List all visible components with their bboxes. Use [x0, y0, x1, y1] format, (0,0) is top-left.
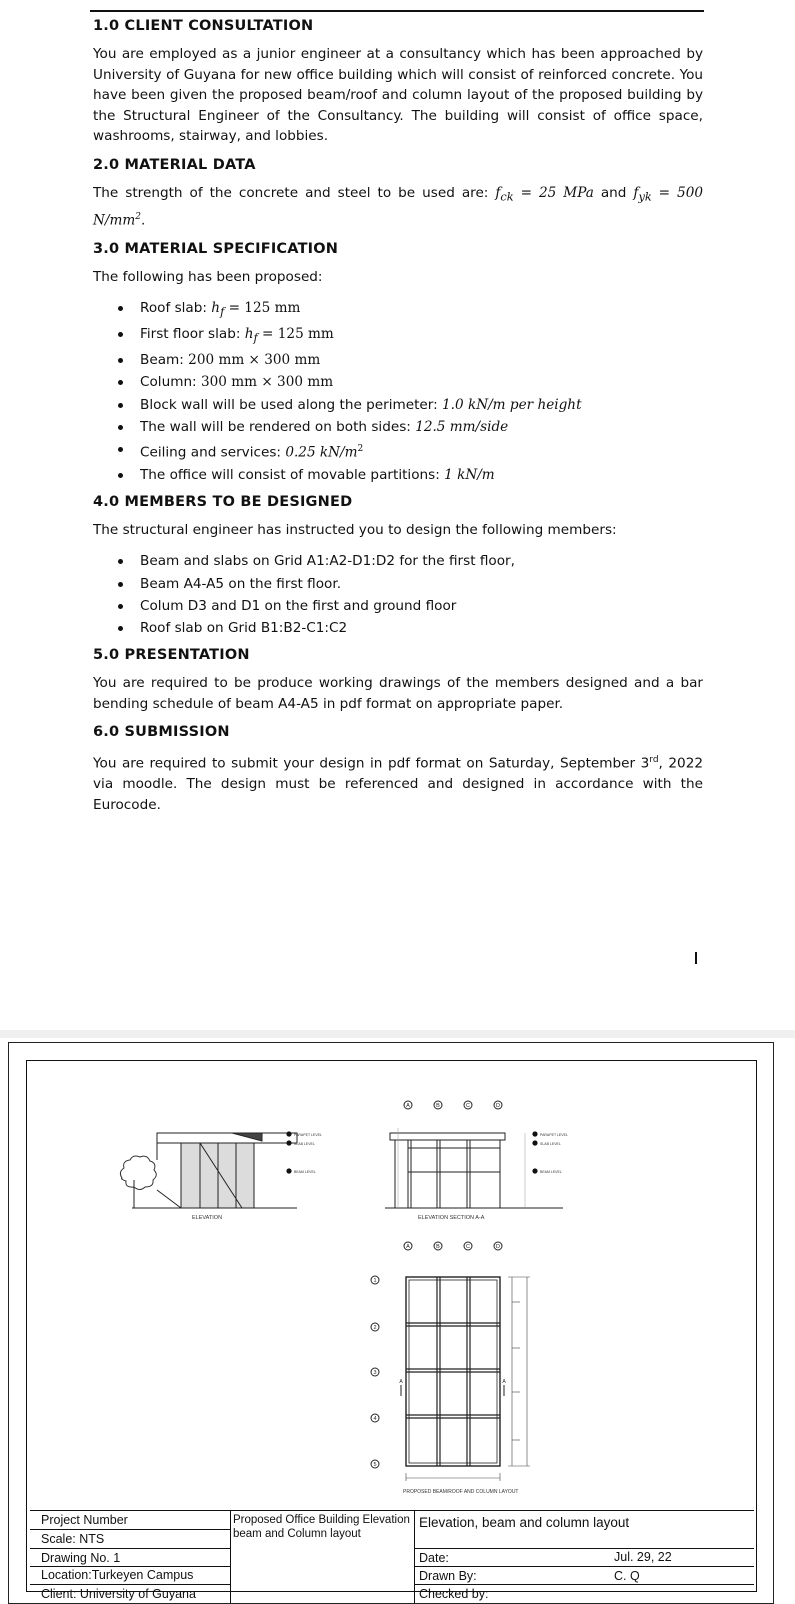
section-heading: 1.0 CLIENT CONSULTATION — [93, 18, 314, 34]
grid-letter: A — [406, 1244, 410, 1250]
section-paragraph: You are required to be produce working drawings of the members designed and a bar bending schedule of beam A4-A5 in pdf format on appropriate paper. — [93, 675, 703, 712]
level-marker-icon — [286, 1168, 291, 1173]
bracing-line — [157, 1190, 181, 1208]
date-value: Jul. 29, 22 — [614, 1550, 672, 1564]
parapet-level-label: PARAPET LEVEL — [540, 1133, 568, 1137]
item-label: Beam: — [140, 352, 189, 369]
grid-letter: B — [436, 1103, 440, 1109]
list-item: Beam A4-A5 on the first floor. — [140, 573, 703, 595]
submission-text: You are required to submit your design in pdf format on Saturday, September 3 — [93, 755, 650, 772]
dimension-lines — [406, 1277, 530, 1481]
section-paragraph: The following has been proposed: — [93, 268, 323, 285]
section-heading: 3.0 MATERIAL SPECIFICATION — [93, 240, 339, 257]
level-marker-icon — [532, 1168, 537, 1173]
item-value: h — [211, 300, 221, 317]
fyk-exponent: 2 — [135, 211, 141, 222]
item-value-rest: = 125 mm — [224, 300, 301, 317]
grid-letter: D — [496, 1103, 500, 1109]
section-heading: 5.0 PRESENTATION — [93, 647, 250, 664]
parapet — [157, 1133, 297, 1143]
item-value: 12.5 mm/side — [415, 418, 509, 435]
fyk-symbol: f — [633, 184, 639, 201]
drawn-by-label: Drawn By: — [419, 1569, 477, 1583]
item-subscript: f — [253, 330, 258, 345]
checked-by-label: Checked by: — [419, 1587, 489, 1601]
item-exponent: 2 — [357, 443, 364, 454]
item-value-rest: = 125 mm — [257, 326, 334, 343]
parapet-level-label: PARAPET LEVEL — [294, 1133, 322, 1137]
location: Location:Turkeyen Campus — [41, 1568, 194, 1582]
item-value: 300 mm × 300 mm — [200, 374, 334, 391]
list-item: Colum D3 and D1 on the first and ground floor — [140, 595, 703, 617]
item-value: 0.25 kN/m — [285, 444, 358, 461]
list-item: Beam and slabs on Grid A1:A2-D1:D2 for the first floor, — [140, 550, 703, 572]
drawn-by-value: C. Q — [614, 1569, 640, 1583]
title-block-row-line — [30, 1529, 230, 1530]
item-label: Roof slab: — [140, 300, 212, 317]
drawing-title: Elevation, beam and column layout — [419, 1515, 630, 1530]
drawing-number: Drawing No. 1 — [41, 1551, 121, 1565]
item-subscript: f — [220, 304, 225, 319]
and-word: and — [593, 184, 634, 201]
section-paragraph: You are employed as a junior engineer at a consultancy which has been approached by University of Guyana for new office building which will consist of reinforced concrete. You have been given the proposed beam/roof and column layout of the proposed building by the Structural Engineer of the Consultancy. The building will consist of office space, washrooms, stairway, and lobbies. — [93, 46, 703, 144]
grid-number: 1 — [373, 1278, 377, 1284]
item-label: First floor slab: — [140, 326, 245, 343]
grid-number: 5 — [373, 1462, 377, 1468]
item-label: The office will consist of movable partitions: — [140, 466, 445, 483]
tree-icon — [120, 1156, 156, 1208]
title-block — [30, 1510, 754, 1603]
title-block-row-line — [414, 1566, 754, 1567]
level-marker-icon — [532, 1140, 537, 1145]
item-label: Ceiling and services: — [140, 444, 286, 461]
elevation-view — [120, 1133, 297, 1221]
level-marker-icon — [286, 1131, 291, 1136]
grid-number: 2 — [373, 1325, 377, 1331]
grid-number: 3 — [373, 1370, 377, 1376]
item-label: The wall will be rendered on both sides: — [140, 418, 416, 435]
slab-level-label: SLAB LEVEL — [540, 1142, 561, 1146]
slab-level-label: SLAB LEVEL — [294, 1142, 315, 1146]
item-value: 200 mm × 300 mm — [188, 352, 321, 369]
section-heading: 6.0 SUBMISSION — [93, 724, 230, 741]
item-value: 1.0 kN/m per height — [442, 396, 582, 413]
title-block-row-line — [30, 1548, 230, 1549]
scale: Scale: NTS — [41, 1532, 105, 1546]
item-value: 1 kN/m — [444, 466, 495, 483]
plan-view — [371, 1242, 530, 1495]
fyk-subscript: yk — [638, 189, 652, 204]
beam-grid — [406, 1277, 500, 1466]
date-label: Date: — [419, 1551, 449, 1565]
grid-letter: C — [466, 1103, 470, 1109]
grid-letter: B — [436, 1244, 440, 1250]
title-block-row-line — [414, 1584, 754, 1585]
level-marker-icon — [286, 1140, 291, 1145]
list-item: Roof slab on Grid B1:B2-C1:C2 — [140, 617, 703, 639]
section-paragraph: The structural engineer has instructed you to design the following members: — [93, 521, 617, 538]
grid-letter: A — [406, 1103, 410, 1109]
item-label: Block wall will be used along the perimeter: — [140, 396, 443, 413]
section-heading: 2.0 MATERIAL DATA — [93, 156, 256, 173]
sentence-end: . — [141, 212, 146, 229]
level-markers-right — [532, 1131, 568, 1174]
item-label: Column: — [140, 374, 201, 391]
title-block-divider — [230, 1511, 231, 1603]
section-grid-bubbles — [404, 1101, 502, 1109]
material-intro: The strength of the concrete and steel to be used are: — [93, 184, 496, 201]
project-number: Project Number — [41, 1513, 128, 1527]
fck-symbol: f — [495, 184, 501, 201]
beam-level-label: BEAM LEVEL — [294, 1170, 316, 1174]
submission-text-end: , 2022 via moodle. The design must be referenced and designed in accordance with the Eurocode. — [93, 755, 703, 813]
section-marker-label: A — [502, 1379, 506, 1385]
roof-slab — [390, 1133, 505, 1140]
section-heading: 4.0 MEMBERS TO BE DESIGNED — [93, 493, 353, 510]
beam-level-label: BEAM LEVEL — [540, 1170, 562, 1174]
section-label: ELEVATION SECTION A-A — [418, 1215, 485, 1221]
plan-label: PROPOSED BEAM/ROOF AND COLUMN LAYOUT — [403, 1489, 519, 1495]
grid-letter: D — [496, 1244, 500, 1250]
section-cut-markers — [399, 1379, 506, 1396]
fyk-value: = 500 N/mm — [93, 184, 704, 229]
elevation-label: ELEVATION — [192, 1215, 223, 1221]
grid-number: 4 — [373, 1416, 377, 1422]
level-marker-icon — [532, 1131, 537, 1136]
fck-value: = 25 MPa — [513, 184, 594, 201]
fck-subscript: ck — [500, 189, 514, 204]
title-block-row-line — [30, 1584, 230, 1585]
ordinal-suffix: rd — [649, 755, 659, 766]
client: Client: University of Guyana — [41, 1587, 196, 1601]
section-marker-label: A — [399, 1379, 403, 1385]
drawing-description: Proposed Office Building Elevation beam and Column layout — [233, 1514, 410, 1540]
grid-letter: C — [466, 1244, 470, 1250]
title-block-divider — [414, 1511, 415, 1603]
title-block-row-line — [414, 1548, 754, 1549]
item-value: h — [244, 326, 254, 343]
